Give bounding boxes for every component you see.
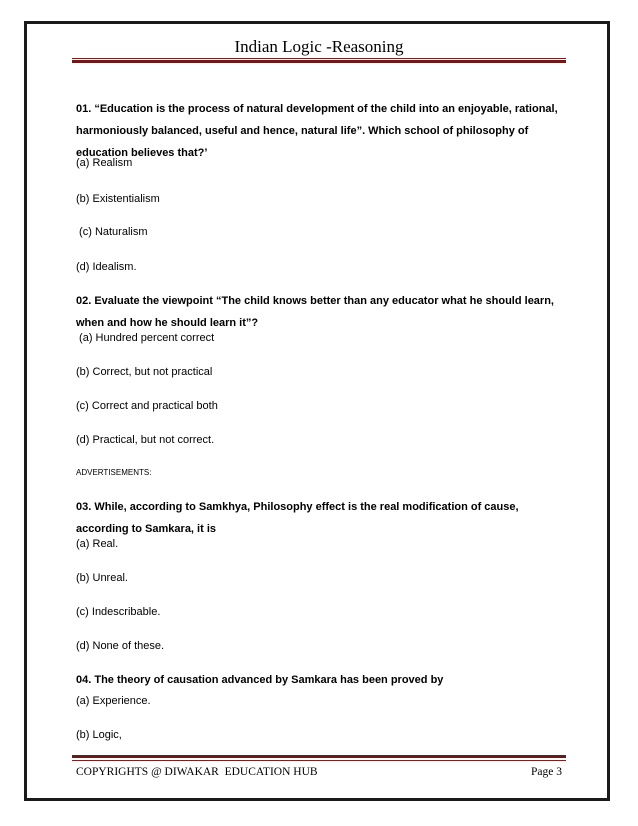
question-3-option-b: (b) Unreal.	[76, 572, 128, 584]
question-3-text: 03. While, according to Samkhya, Philosophy effect is the real modification of cause, according to Samkara, it is	[76, 501, 519, 535]
question-2-option-c: (c) Correct and practical both	[76, 400, 218, 412]
question-1-option-d: (d) Idealism.	[76, 261, 137, 273]
question-2-text: 02. Evaluate the viewpoint “The child knows better than any educator what he should learn, when and how he should learn it”?	[76, 295, 554, 329]
question-4-option-b: (b) Logic,	[76, 729, 122, 741]
question-2-option-b: (b) Correct, but not practical	[76, 366, 213, 378]
question-2-option-a: (a) Hundred percent correct	[76, 332, 215, 344]
question-3-option-c: (c) Indescribable.	[76, 606, 161, 618]
question-1-option-b: (b) Existentialism	[76, 193, 160, 205]
header-rule-thin	[72, 58, 566, 59]
question-3-option-a: (a) Real.	[76, 538, 119, 550]
question-1-text: 01. “Education is the process of natural development of the child into an enjoyable, rational, harmoniously balanced, useful and hence, natural life”. Which school of philosophy of education believes that?’	[76, 103, 558, 159]
question-2-option-d: (d) Practical, but not correct.	[76, 434, 215, 446]
question-4-text: 04. The theory of causation advanced by Samkara has been proved by	[76, 674, 444, 686]
footer-rule-thin	[72, 760, 566, 761]
footer-copyright: COPYRIGHTS @ DIWAKAR EDUCATION HUB	[76, 766, 318, 778]
question-1-option-c: (c) Naturalism	[76, 226, 148, 238]
page-header-title: Indian Logic -Reasoning	[234, 37, 404, 56]
header-rule-thick	[72, 60, 566, 63]
footer-rule-thick	[72, 755, 566, 758]
question-1-option-a: (a) Realism	[76, 157, 133, 169]
question-4-option-a: (a) Experience.	[76, 695, 151, 707]
footer-page-number: Page 3	[531, 766, 562, 778]
advertisements-label: ADVERTISEMENTS:	[76, 468, 152, 477]
question-3-option-d: (d) None of these.	[76, 640, 165, 652]
